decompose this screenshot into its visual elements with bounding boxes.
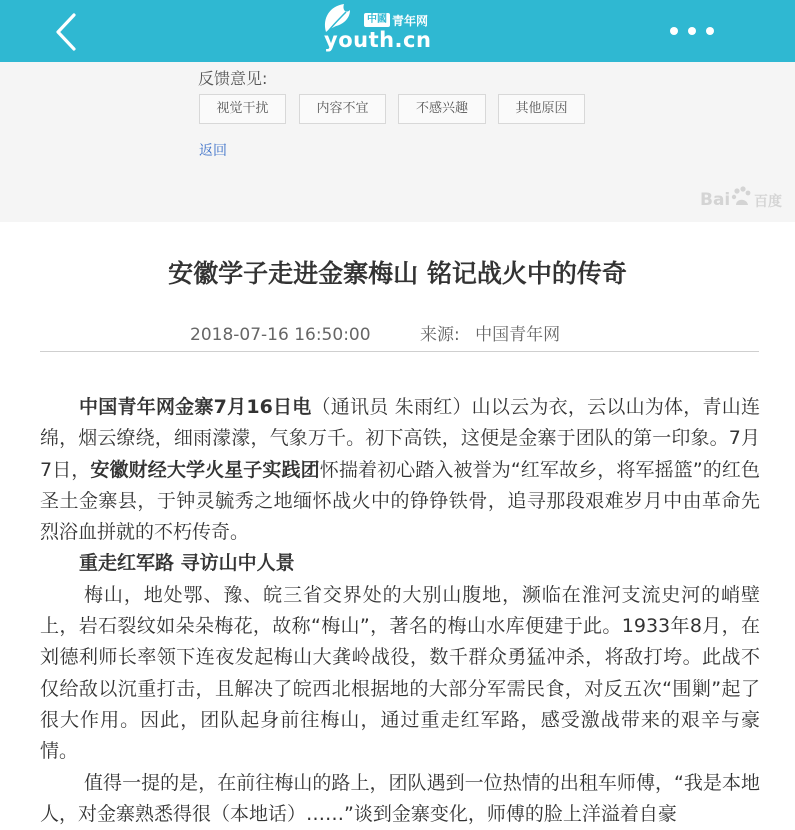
dateline: 中国青年网金寨7月16日电 xyxy=(79,396,312,418)
youth-cn-logo[interactable] xyxy=(320,2,440,58)
baidu-du-text: 百度 xyxy=(754,194,782,210)
article-date: 2018-07-16 16:50:00 xyxy=(190,325,371,345)
article-paragraph: 梅山，地处鄂、豫、皖三省交界处的大别山腹地，濒临在淮河支流史河的峭壁上，岩石裂纹如朵朵梅花，故称“梅山”，著名的梅山水库便建于此。1933年8月，在刘德利师长率领下连夜发起梅山大龚岭战役，数千群众勇猛冲杀，将敌打垮。此战不仅给敌以沉重打击，且解决了皖西北根据地的大部分军需民食，对反五次“围剿”起了很大作用。因此，团队起身前往梅山，通过重走红军路，感受激战带来的艰辛与豪情。 xyxy=(40,583,760,763)
paragraph-text: （通讯员 朱雨红）山以云为衣，云以山为体，青山连绵，烟云缭绕，细雨濛濛，气象万千。初下高铁，这便是金寨于团队的第一印象。7月7日， xyxy=(40,396,760,481)
baidu-watermark xyxy=(700,184,790,214)
article-paragraph xyxy=(40,392,760,548)
baidu-bai-text: Bai xyxy=(700,190,731,210)
article-paragraph: 值得一提的是，在前往梅山的路上，团队遇到一位热情的出租车师傅，“我是本地人，对金寨熟悉得很（本地话）……”谈到金寨变化，师傅的脸上洋溢着自豪 xyxy=(40,771,760,825)
section-heading: 重走红军路 寻访山中人景 xyxy=(79,552,295,575)
logo-badge: 中國 xyxy=(364,13,390,27)
feedback-option-visual[interactable]: 视觉干扰 xyxy=(199,94,286,124)
ad-feedback-panel xyxy=(0,62,795,222)
article-title: 安徽学子走进金寨梅山 铭记战火中的传奇 xyxy=(168,259,627,288)
paragraph-text: 怀揣着初心踏入被誉为“红军故乡，将军摇篮”的红色圣土金寨县，于钟灵毓秀之地缅怀战火中的铮铮铁骨，追寻那段艰难岁月中由革命先烈浴血拼就的不朽传奇。 xyxy=(40,458,760,544)
feedback-option-other[interactable]: 其他原因 xyxy=(498,94,585,124)
article-body xyxy=(40,392,760,830)
baidu-paw-icon xyxy=(731,186,753,208)
feedback-back-link[interactable]: 返回 xyxy=(199,143,227,159)
feedback-option-not-interested[interactable]: 不感兴趣 xyxy=(398,94,486,124)
top-bar xyxy=(0,0,795,62)
back-arrow-icon[interactable] xyxy=(50,12,84,52)
feedback-label: 反馈意见: xyxy=(198,69,268,88)
logo-chinese-text: 青年网 xyxy=(392,14,429,28)
title-divider xyxy=(40,351,759,352)
source-label: 来源: xyxy=(419,325,460,345)
source-name: 中国青年网 xyxy=(475,325,561,345)
more-menu-icon[interactable] xyxy=(664,18,720,44)
logo-text: youth.cn xyxy=(324,28,432,52)
article-meta xyxy=(190,320,560,345)
team-name: 安徽财经大学火星子实践团 xyxy=(90,458,320,481)
feedback-option-content[interactable]: 内容不宜 xyxy=(299,94,386,124)
